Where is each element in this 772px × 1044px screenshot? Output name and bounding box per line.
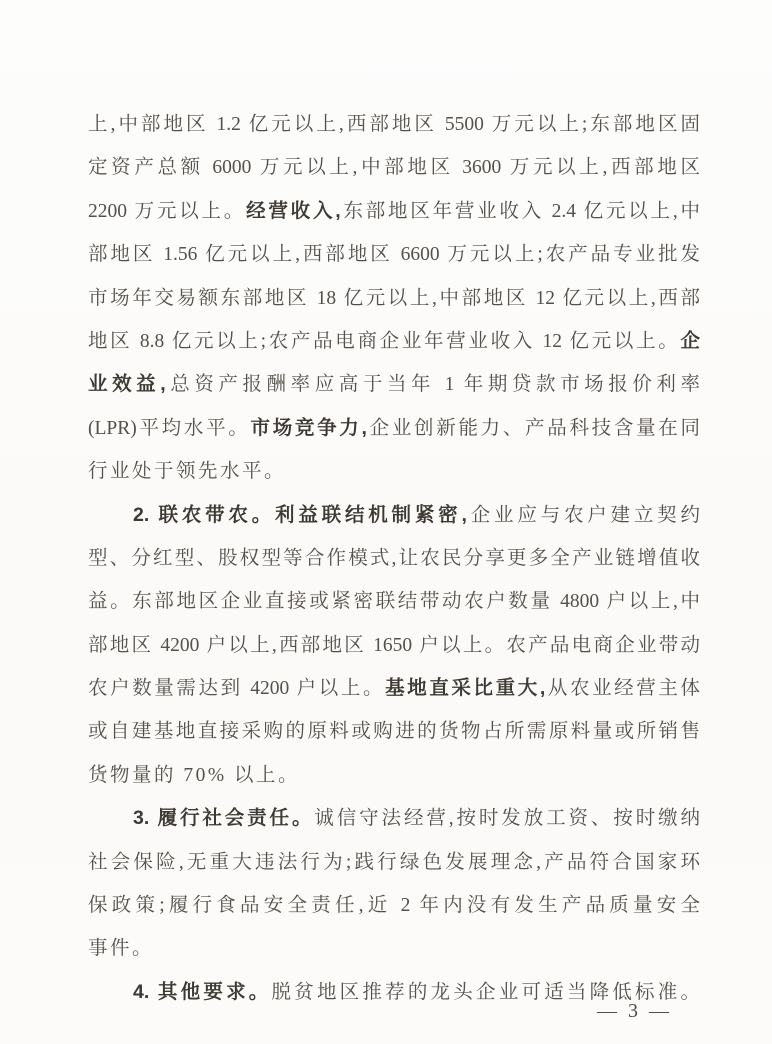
text-run: 从农业经营主体 [545,678,700,700]
text-run: 部地区 1.56 亿元以上,西部地区 6600 万元以上;农产品专业批发 [88,244,700,266]
text-line [88,233,700,276]
text-line [88,190,700,233]
text-run: 行业处于领先水平。 [88,461,287,483]
page-number: — 3 — [597,1000,672,1022]
text-run: 定资产总额 6000 万元以上,中部地区 3600 万元以上,西部地区 [88,157,700,179]
emphasized-text-run: 基地直采比重大, [385,677,546,700]
text-run: 或自建基地直接采购的原料或购进的货物占所需原料量或所销售 [88,721,700,743]
text-run: 地区 8.8 亿元以上;农产品电商企业年营业收入 12 亿元以上。 [88,330,681,352]
text-run: 总资产报酬率应高于当年 1 年期贷款市场报价利率 [165,374,700,396]
text-run: 东部地区年营业收入 2.4 亿元以上,中 [340,200,700,222]
text-line [88,754,700,797]
emphasized-text-run: 经营收入, [246,199,341,222]
text-line [88,797,700,840]
text-run: 事件。 [88,938,155,960]
text-line [88,103,700,146]
text-line [88,667,700,710]
text-run: 2200 万元以上。 [88,200,247,222]
text-run: 市场年交易额东部地区 18 亿元以上,中部地区 12 亿元以上,西部 [88,287,700,309]
text-line [88,710,700,753]
emphasized-text-run: 4. 其他要求。 [133,980,272,1003]
emphasized-text-run: 市场竞争力, [250,416,367,439]
text-run: 益。东部地区企业直接或紧密联结带动农户数量 4800 户以上,中 [88,591,700,613]
text-line [88,146,700,189]
text-run: 社会保险,无重大违法行为;践行绿色发展理念,产品符合国家环 [88,851,700,873]
text-run: 保政策;履行食品安全责任,近 2 年内没有发生产品质量安全 [88,895,700,917]
emphasized-text-run: 企 [680,329,700,352]
text-line [88,884,700,927]
text-line [88,363,700,406]
text-run: 上,中部地区 1.2 亿元以上,西部地区 5500 万元以上;东部地区固 [88,114,700,135]
text-line [88,407,700,450]
text-line [88,320,700,363]
text-run: 货物量的 70% 以上。 [88,764,300,786]
text-line [88,624,700,667]
text-run: 脱贫地区推荐的龙头企业可适当降低标准。 [271,981,700,1003]
text-line [88,841,700,884]
text-run: 企业应与农户建立契约 [466,504,700,526]
text-line [88,277,700,320]
text-run: (LPR)平均水平。 [88,417,251,439]
text-run: 企业创新能力、产品科技含量在同 [366,417,700,439]
emphasized-text-run: 2. 联农带农。利益联结机制紧密, [133,503,467,526]
text-line [88,450,700,493]
text-run: 农户数量需达到 4200 户以上。 [88,678,386,700]
text-run: 诚信守法经营,按时发放工资、按时缴纳 [314,808,700,830]
emphasized-text-run: 业效益, [88,373,166,396]
emphasized-text-run: 3. 履行社会责任。 [133,807,315,830]
document-body [88,103,700,1014]
text-run: 型、分红型、股权型等合作模式,让农民分享更多全产业链增值收 [88,547,700,569]
text-line [88,580,700,623]
text-line [88,927,700,970]
text-run: 部地区 4200 户以上,西部地区 1650 户以上。农产品电商企业带动 [88,634,700,656]
text-line [88,494,700,537]
text-line [88,537,700,580]
